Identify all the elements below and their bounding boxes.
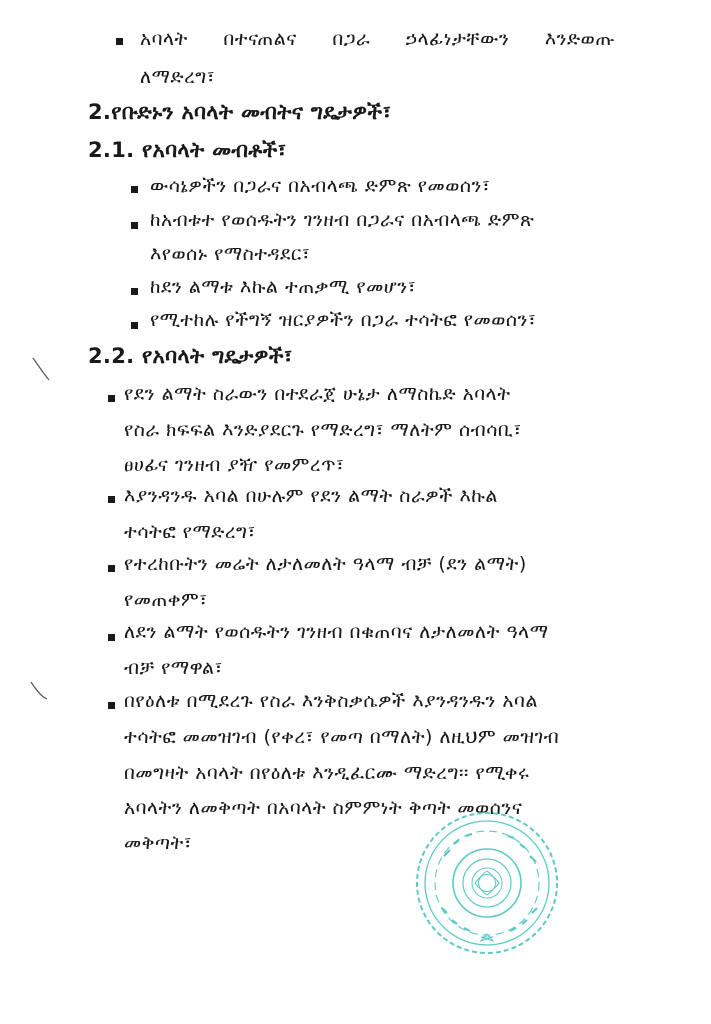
- intro-word: ኃላፊነታቸውን: [405, 28, 510, 50]
- duties-item-4-line-2: ብቻ የማዋል፣: [124, 657, 223, 679]
- intro-bullet-line-1: [140, 28, 615, 50]
- hole-punch-mark: [30, 352, 52, 382]
- duties-item-3-line-2: የመጠቀም፣: [124, 589, 208, 611]
- section-2-2-heading: 2.2. የአባላት ግዴታዎች፣: [88, 344, 293, 368]
- duties-item-1-line-1: የደን ልማት ስራውን በተደራጀ ሁኔታ ለማስኬድ አባላት: [124, 383, 511, 405]
- rights-item-4: የሚተከሉ የችግኝ ዝርያዎችን በጋራ ተሳትፎ የመወሰን፣: [150, 309, 537, 331]
- duties-item-5-line-5: መቅጣት፣: [124, 832, 193, 854]
- intro-word: በተናጠልና: [223, 28, 297, 50]
- section-2-heading: 2.የቡድኑን አባላት መብትና ግዴታዎች፣: [88, 100, 392, 124]
- bullet-marker: [108, 565, 115, 572]
- duties-item-5-line-2: ተሳትፎ መመዝገብ (የቀረ፣ የመጣ በማለት) ለዚህም መዝገብ: [124, 726, 560, 748]
- rights-item-2-line-1: ከአብቱተ የወሰዱትን ገንዘብ በጋራና በአብላጫ ድምጽ: [150, 209, 535, 231]
- duties-item-2-line-2: ተሳትፎ የማድረግ፣: [124, 521, 256, 543]
- rights-item-2-line-2: እየወሰኑ የማስተዳደር፣: [150, 243, 311, 265]
- duties-item-5-line-3: በመግዛት አባላት በየዕለቱ እንዲፈርሙ ማድረግ፡፡ የሚቀሩ: [124, 762, 530, 784]
- duties-item-1-line-3: ፀሀፊና ገንዘብ ያዥ የመምረጥ፣: [124, 454, 345, 476]
- intro-word: አባላት: [140, 28, 188, 50]
- duties-item-3-line-1: የተረከቡትን መሬት ለታለመለት ዓላማ ብቻ (ደን ልማት): [124, 553, 527, 575]
- bullet-marker: [108, 496, 115, 503]
- bullet-marker: [131, 186, 138, 193]
- rights-item-3: ከደን ልማቱ እኩል ተጠቃሚ የመሆን፣: [150, 276, 416, 298]
- bullet-marker: [131, 222, 138, 229]
- duties-item-5-line-4: አባላትን ለመቅጣት በአባላት ስምምነት ቅጣት መወሰንና: [124, 797, 523, 819]
- duties-item-2-line-1: እያንዳንዱ አባል በሁሉም የደን ልማት ስራዎች እኩል: [124, 485, 498, 507]
- intro-bullet-line-2: ለማድረግ፣: [140, 66, 216, 88]
- intro-word: በጋራ: [332, 28, 371, 50]
- hole-punch-mark: [28, 678, 50, 702]
- duties-item-5-line-1: በየዕለቱ በሚደረጉ የስራ እንቅስቃሴዎች እያንዳንዱን አባል: [124, 690, 538, 712]
- bullet-marker: [116, 38, 123, 45]
- bullet-marker: [131, 322, 138, 329]
- bullet-marker: [131, 288, 138, 295]
- bullet-marker: [108, 702, 115, 709]
- bullet-marker: [108, 634, 115, 641]
- rights-item-1: ውሳኔዎችን በጋራና በአብላጫ ድምጽ የመወሰን፣: [150, 175, 491, 197]
- official-stamp: [412, 808, 562, 958]
- duties-item-1-line-2: የስራ ክፍፍል እንድያደርጉ የማድረግ፣ ማለትም ሰብሳቢ፣: [124, 419, 522, 441]
- bullet-marker: [108, 395, 115, 402]
- duties-item-4-line-1: ለደን ልማት የወሰዱትን ገንዘብ በቁጠባና ለታለመለት ዓላማ: [124, 621, 549, 643]
- intro-word: እንድወጡ: [544, 28, 615, 50]
- section-2-1-heading: 2.1. የአባላት መብቶች፣: [88, 138, 287, 162]
